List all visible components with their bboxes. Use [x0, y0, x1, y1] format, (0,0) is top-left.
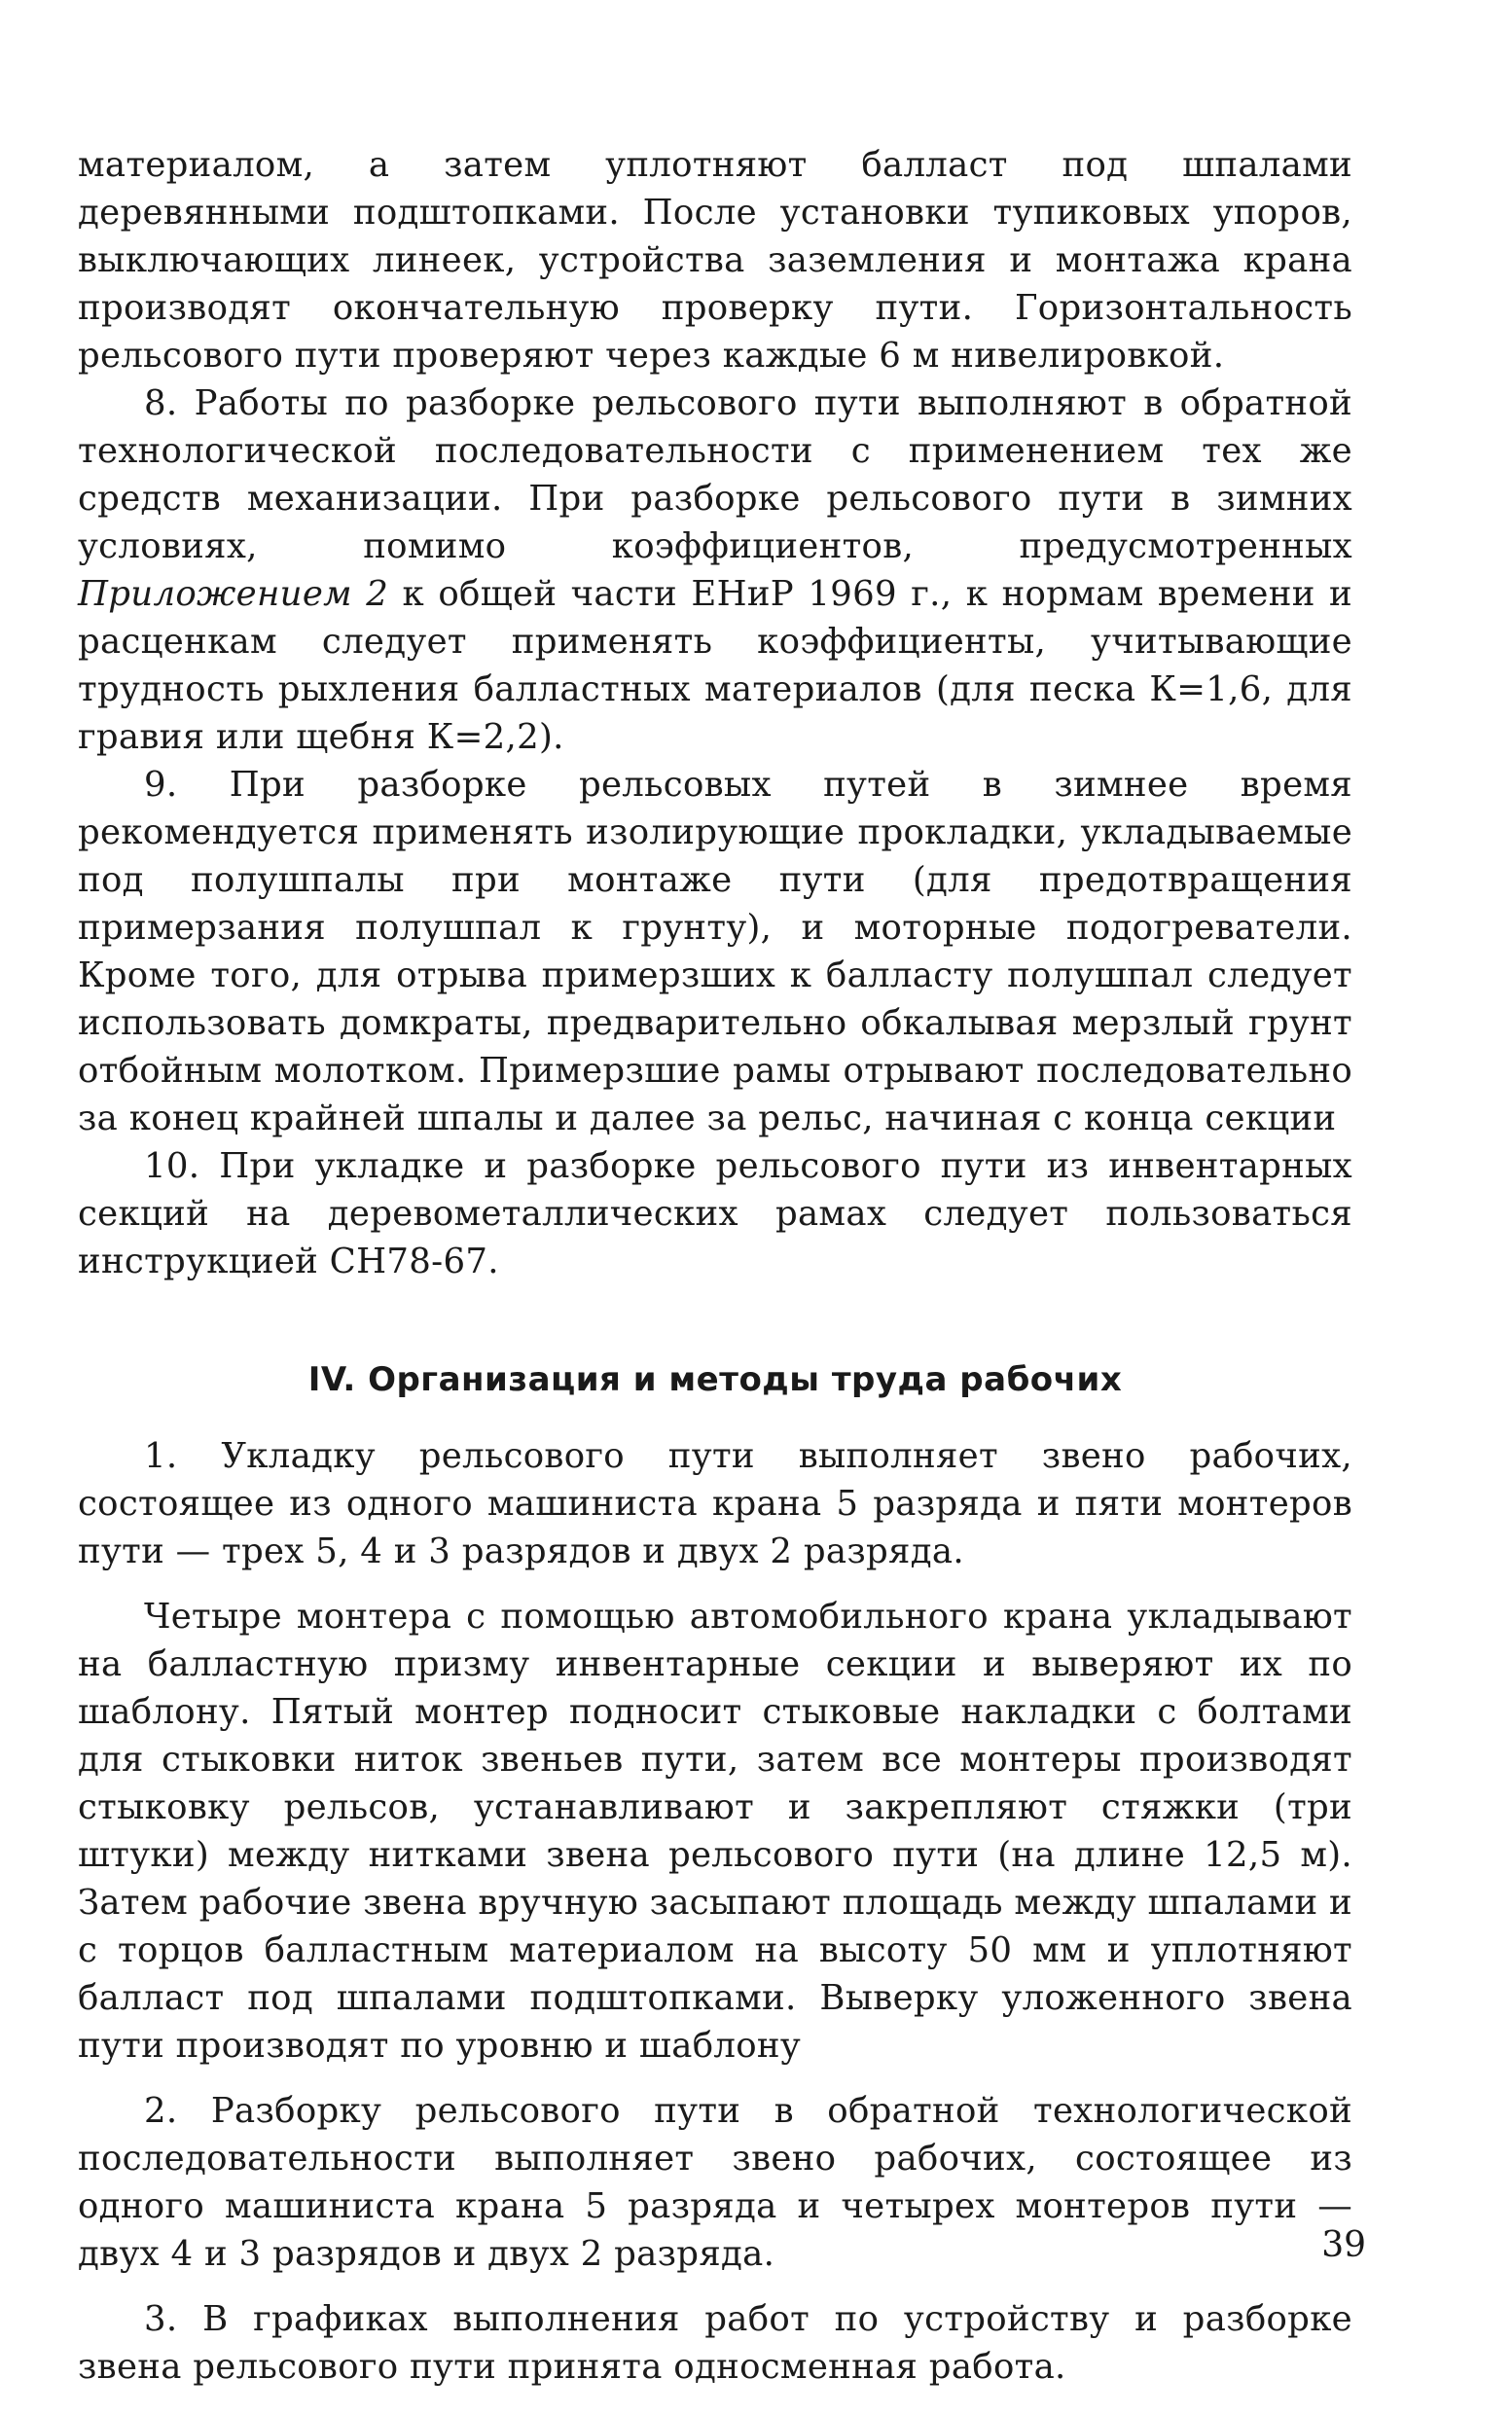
section-heading: IV. Организация и методы труда рабочих	[307, 1360, 1123, 1399]
section-paragraph-3: 3. В графиках выполнения работ по устройству и разборке звена рельсового пути принята односменная работа.	[78, 2299, 1352, 2387]
paragraph-8-text-b: к общей части ЕНиР 1969 г., к нормам времени и расценкам следует применять коэффициенты, учитывающие трудность рыхления балластных материалов (для песка К=1,6, для гравия или щебня К=2,2).	[78, 574, 1352, 757]
page-body	[78, 141, 1352, 2391]
paragraph-8-text-a: 8. Работы по разборке рельсового пути выполняют в обратной технологической последовательности с применением тех же средств механизации. При разборке рельсового пути в зимних условиях, помимо коэффициентов, предусмотренных	[78, 383, 1352, 566]
paragraph-8-italic-ref: Приложением 2	[78, 574, 389, 614]
paragraph-8	[78, 379, 1352, 761]
paragraph-9: 9. При разборке рельсовых путей в зимнее время рекомендуется применять изолирующие прокладки, укладываемые под полушпалы при монтаже пути (для предотвращения примерзания полушпал к грунту), и моторные подогреватели. Кроме того, для отрыва примерзших к балласту полушпал следует использовать домкраты, предварительно обкалывая мерзлый грунт отбойным молотком. Примерзшие рамы отрывают последовательно за конец крайней шпалы и далее за рельс, начиная с конца секции	[78, 765, 1352, 1138]
page-number: 39	[1321, 2225, 1366, 2265]
paragraph-10: 10. При укладке и разборке рельсового пути из инвентарных секций на деревометаллических рамах следует пользоваться инструкцией СН78-67.	[78, 1146, 1352, 1281]
section-paragraph-1-detail: Четыре монтера с помощью автомобильного крана укладывают на балластную призму инвентарные секции и выверяют их по шаблону. Пятый монтер подносит стыковые накладки с болтами для стыковки ниток звеньев пути, затем все монтеры производят стыковку рельсов, устанавливают и закрепляют стяжки (три штуки) между нитками звена рельсового пути (на длине 12,5 м). Затем рабочие звена вручную засыпают площадь между шпалами и с торцов балластным материалом на высоту 50 мм и уплотняют балласт под шпалами подштопками. Выверку уложенного звена пути производят по уровню и шаблону	[78, 1597, 1352, 2066]
paragraph-continuation: материалом, а затем уплотняют балласт под шпалами деревянными подштопками. После установки тупиковых упоров, выключающих линеек, устройства заземления и монтажа крана производят окончательную проверку пути. Горизонтальность рельсового пути проверяют через каждые 6 м нивелировкой.	[78, 145, 1352, 376]
section-paragraph-2: 2. Разборку рельсового пути в обратной технологической последовательности выполняет звено рабочих, состоящее из одного машиниста крана 5 разряда и четырех монтеров пути — двух 4 и 3 разрядов и двух 2 разряда.	[78, 2091, 1352, 2274]
section-paragraph-1: 1. Укладку рельсового пути выполняет звено рабочих, состоящее из одного машиниста крана 5 разряда и пяти монтеров пути — трех 5, 4 и 3 разрядов и двух 2 разряда.	[78, 1436, 1352, 1571]
